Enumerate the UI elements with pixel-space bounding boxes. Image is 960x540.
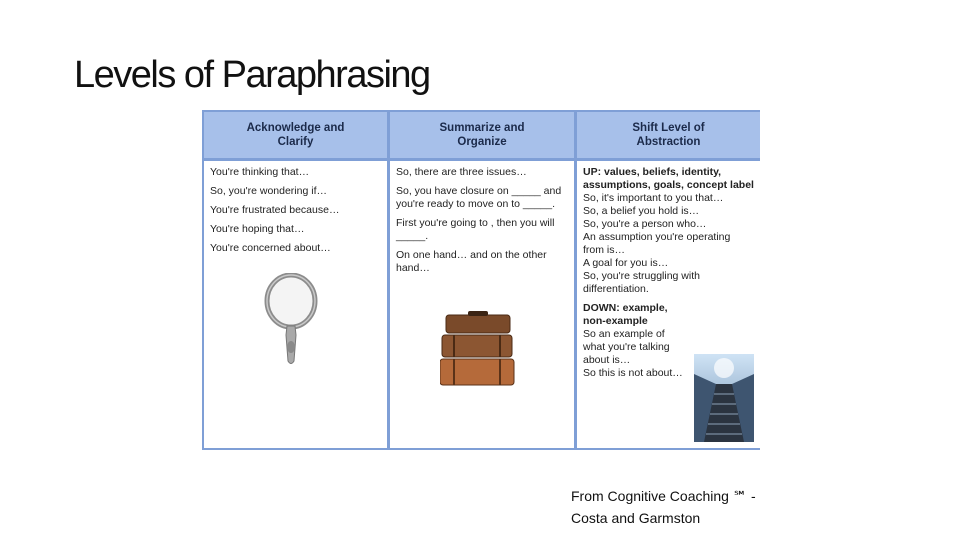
- column-header: [577, 112, 760, 158]
- phrase-line: You're frustrated because…: [210, 204, 340, 216]
- column-summarize: [390, 112, 574, 448]
- column-header-label: Acknowledge and Clarify: [246, 122, 345, 148]
- up-heading: UP: values, beliefs, identity, assumptions, goals, concept label: [583, 166, 754, 191]
- stacked-suitcases-icon: [440, 311, 516, 387]
- column-header: [390, 112, 574, 158]
- column-header-label: Shift Level of Abstraction: [632, 122, 705, 148]
- phrase-line: On one hand… and on the other hand…: [396, 249, 547, 274]
- phrase-line: So, you're wondering if…: [210, 185, 327, 197]
- phrase-line: So, you're a person who…: [583, 218, 707, 230]
- phrase-line: A goal for you is…: [583, 257, 669, 269]
- phrase-line: An assumption you're operating from is…: [583, 231, 731, 256]
- phrase-line: So, there are three issues…: [396, 166, 527, 178]
- column-body: [204, 161, 387, 448]
- source-credit: [571, 485, 756, 529]
- credit-line: From Cognitive Coaching ℠ -: [571, 488, 756, 504]
- hand-mirror-icon: [262, 273, 320, 368]
- phrase-line: So, it's important to you that…: [583, 192, 724, 204]
- phrase-line: You're concerned about…: [210, 242, 331, 254]
- phrase-line: First you're going to , then you will _____.: [396, 217, 555, 242]
- phrase-line: You're hoping that…: [210, 223, 305, 235]
- escalator-icon: [694, 354, 754, 442]
- phrase-line: You're thinking that…: [210, 166, 310, 178]
- column-body: [390, 161, 574, 448]
- phrase-line: So this is not about…: [583, 367, 683, 379]
- phrase-line: So, a belief you hold is…: [583, 205, 700, 217]
- column-header-label: Summarize and Organize: [439, 122, 525, 148]
- column-shift: [577, 112, 760, 448]
- column-acknowledge: [204, 112, 387, 448]
- paraphrasing-table: [202, 110, 760, 450]
- column-header: [204, 112, 387, 158]
- phrase-line: So, you have closure on _____ and you're ready to move on to _____.: [396, 185, 562, 210]
- phrase-line: So an example of what you're talking about is…: [583, 328, 670, 366]
- slide-title: Levels of Paraphrasing: [74, 54, 430, 96]
- credit-line: Costa and Garmston: [571, 510, 701, 526]
- column-body: [577, 161, 760, 448]
- phrase-line: So, you're struggling with differentiation.: [583, 270, 700, 295]
- down-heading: DOWN: example, non-example: [583, 302, 668, 327]
